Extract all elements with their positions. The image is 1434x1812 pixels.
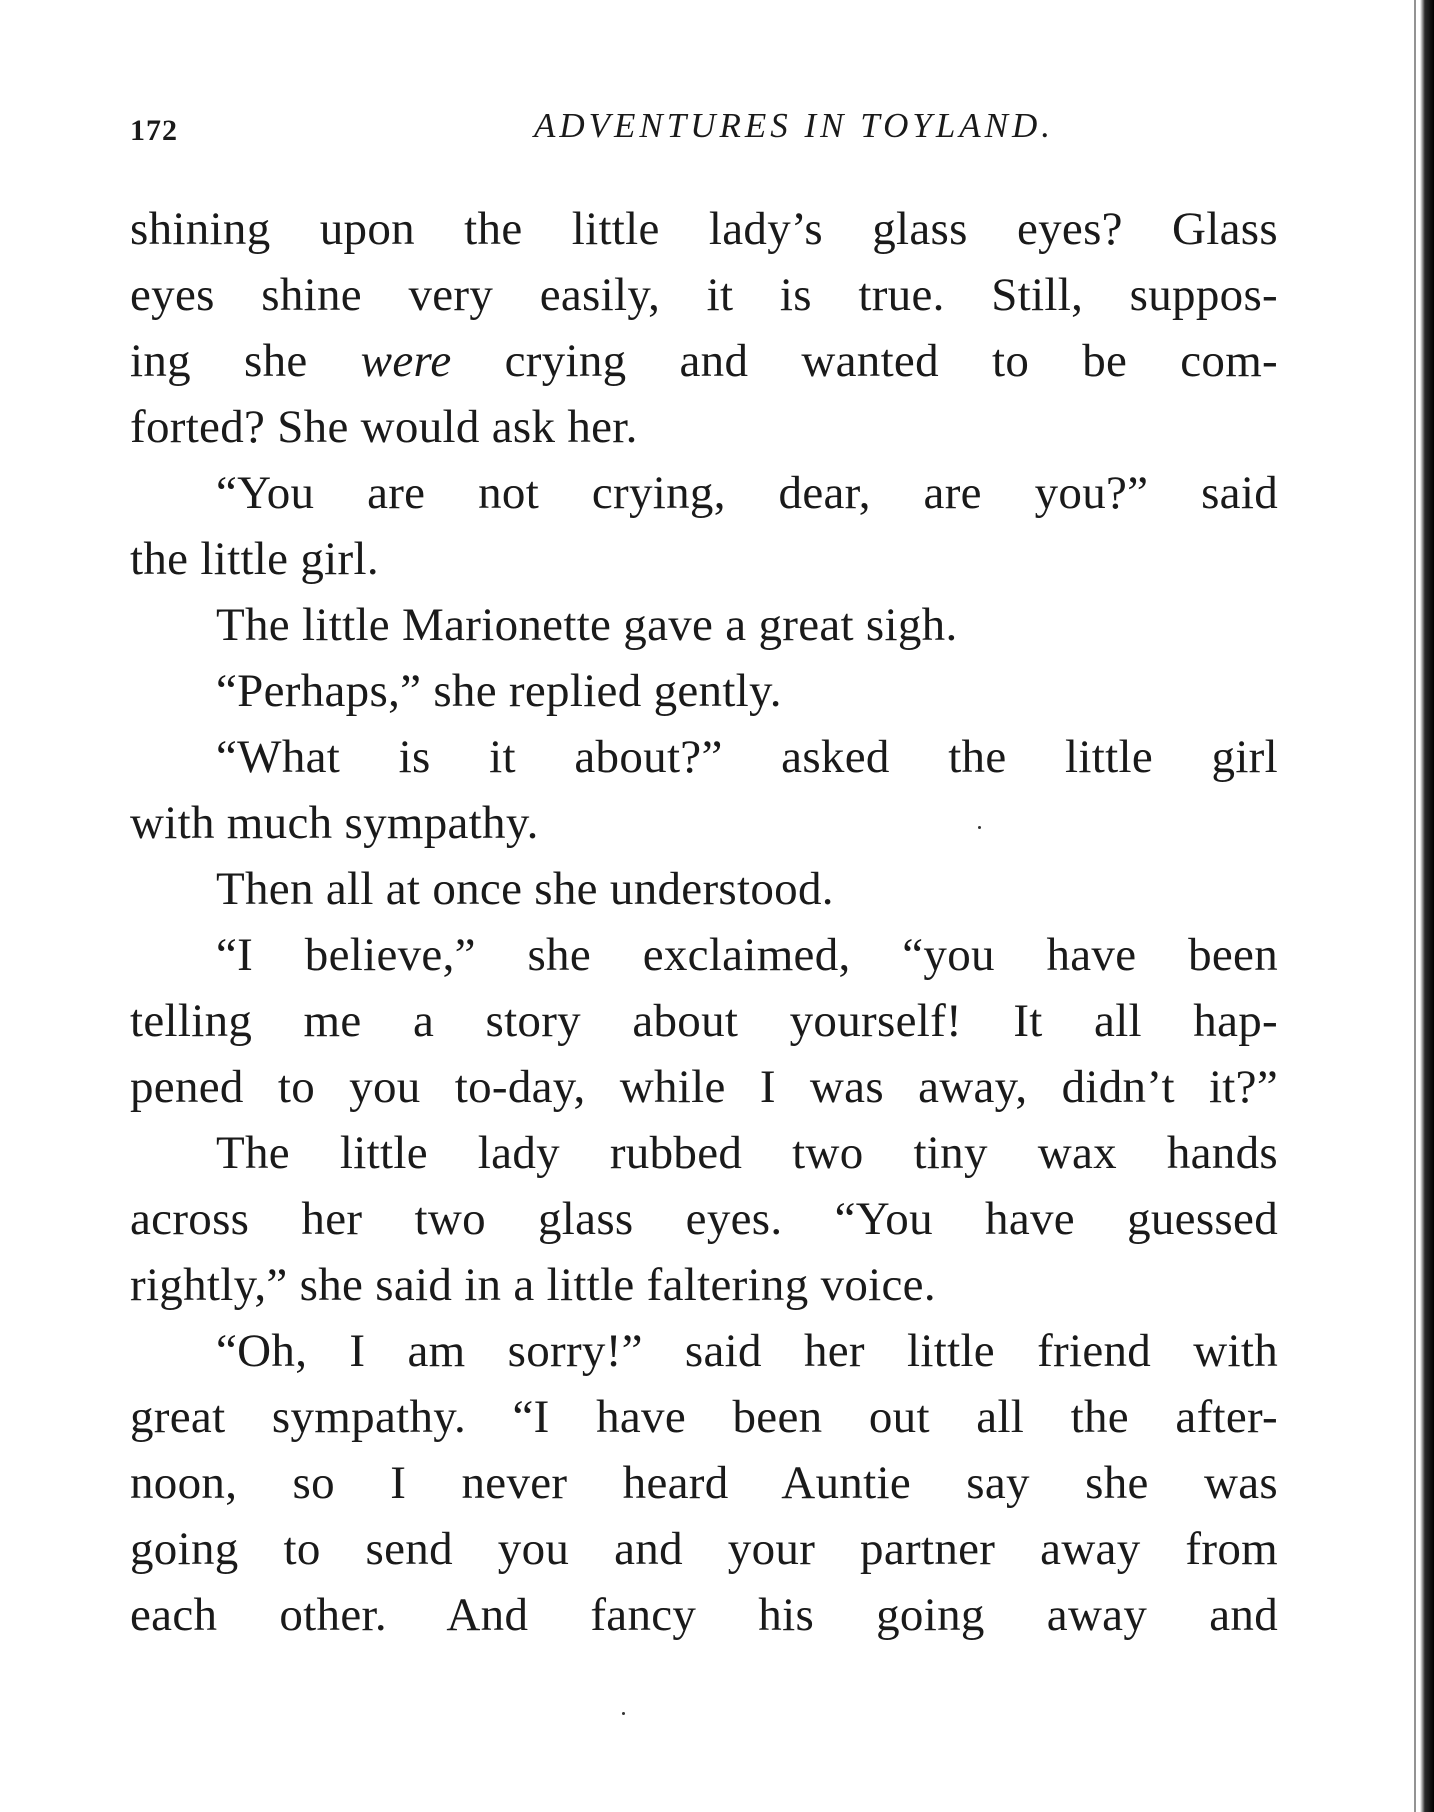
text-line: “You are not crying, dear, are you?” said: [216, 467, 1278, 519]
text-line: pened to you to-day, while I was away, didn’t it?”: [130, 1061, 1278, 1113]
text-line: “Oh, I am sorry!” said her little friend with: [216, 1325, 1278, 1377]
page-edge-shadow: [1420, 0, 1434, 1812]
text-line: with much sympathy.: [130, 797, 539, 849]
scan-speck: [978, 826, 981, 829]
page-header: [130, 106, 1280, 156]
text-line: The little Marionette gave a great sigh.: [216, 599, 958, 651]
text-line: Then all at once she understood.: [216, 863, 834, 915]
text-line: ing she were crying and wanted to be com-: [130, 335, 1279, 387]
text-line: “I believe,” she exclaimed, “you have been: [216, 929, 1278, 981]
text-line: forted? She would ask her.: [130, 401, 638, 453]
text-line: telling me a story about yourself! It all hap-: [130, 995, 1278, 1047]
page-number: 172: [130, 114, 178, 147]
text-line: going to send you and your partner away from: [130, 1523, 1278, 1575]
emphasized-word: were: [360, 335, 452, 387]
text-line: “What is it about?” asked the little girl: [216, 731, 1278, 783]
text-line: noon, so I never heard Auntie say she was: [130, 1457, 1278, 1509]
text-line: the little girl.: [130, 533, 379, 585]
text-line: across her two glass eyes. “You have guessed: [130, 1193, 1278, 1245]
page-edge-line: [1414, 0, 1416, 1812]
body-text: [130, 196, 1278, 1648]
text-line: shining upon the little lady’s glass eyes? Glass: [130, 203, 1278, 255]
text-line: “Perhaps,” she replied gently.: [216, 665, 782, 717]
text-line: eyes shine very easily, it is true. Still, suppos-: [130, 269, 1278, 321]
text-line: each other. And fancy his going away and: [130, 1589, 1278, 1641]
scan-speck: [622, 1712, 625, 1715]
text-line: The little lady rubbed two tiny wax hands: [216, 1127, 1278, 1179]
text-line: rightly,” she said in a little faltering voice.: [130, 1259, 936, 1311]
text-line: great sympathy. “I have been out all the after-: [130, 1391, 1278, 1443]
running-title: ADVENTURES IN TOYLAND.: [534, 106, 1055, 145]
